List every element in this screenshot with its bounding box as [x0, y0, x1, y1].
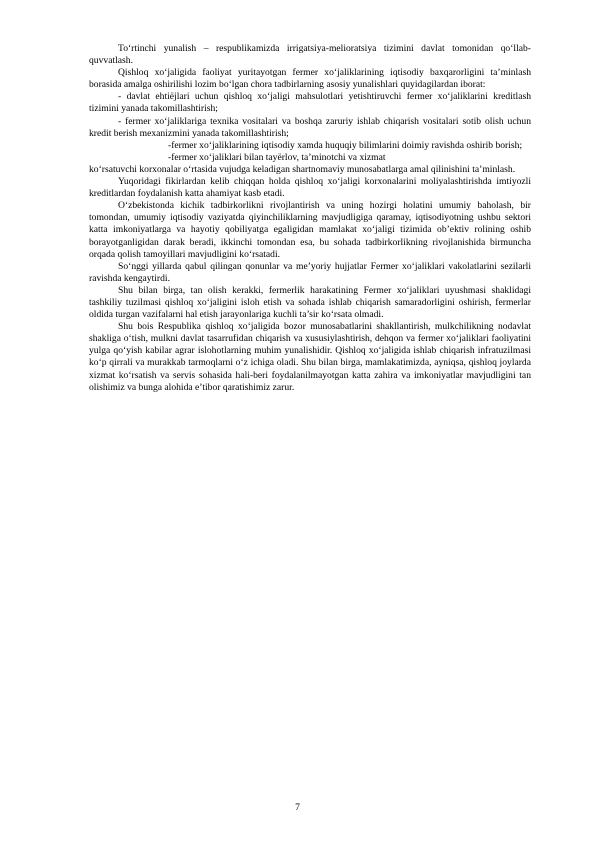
paragraph: ko‘rsatuvchi korxonalar o‘rtasida vujudga keladigan shartnomaviy munosabatlarga amal qilinishini ta’minlash.	[89, 163, 516, 175]
paragraph: - davlat ehtiёjlari uchun qishloq xo‘jaligi mahsulotlari yetishtiruvchi fermer xo‘jaliklarini kreditlash tizimini yanada takomillashtirish;	[89, 91, 531, 115]
paragraph: So‘nggi yillarda qabul qilingan qonunlar va me’yoriy hujjatlar Fermer xo‘jaliklari vakolatlarini sezilarli ravishda kengaytirdi.	[89, 260, 531, 284]
paragraph: Shu bilan birga, tan olish kerakki, fermerlik harakatining Fermer xo‘jaliklari uyushmasi shaklidagi tashkiliy tuzilmasi qishloq xo‘jaligini isloh etish va sohada ishlab chiqarish samaradorligini oshirish, fermerlar oldida turgan vazifalarni hal etish jarayonlariga kuchli ta’sir ko‘rsata olmadi.	[89, 284, 531, 321]
paragraph: - fermer xo‘jaliklariga texnika vositalari va boshqa zaruriy ishlab chiqarish vositalari sotib olish uchun kredit berish mexanizmini yanada takomillashtirish;	[89, 115, 531, 139]
paragraph: Yuqoridagi fikirlardan kelib chiqqan holda qishloq xo‘jaligi korxonalarini moliyalashtirishda imtiyozli kreditlardan foydalanish katta ahamiyat kasb etadi.	[89, 176, 531, 200]
paragraph: -fermer xo‘jaliklarining iqtisodiy xamda huquqiy bilimlarini doimiy ravishda oshirib borish;	[168, 139, 523, 151]
paragraph: To‘rtinchi yunalish – respublikamizda irrigatsiya-melioratsiya tizimini davlat tomonidan qo‘llab-quvvatlash.	[89, 43, 531, 67]
paragraph: O‘zbekistonda kichik tadbirkorlikni rivojlantirish va uning hozirgi holatini umumiy baholash, bir tomondan, umumiy iqtisodiy vaziyatda qiyinchiliklarning mavjudligiga qaramay, iqtisodiyotning ushbu sektori katta imkoniyatlarga va hayotiy qobiliyatga egaligidan mamlakat xo‘jaligi tizimida ob’ektiv rolining oshib borayotganligidan darak beradi, ikkinchi tomondan esa, bu sohada tadbirkorlikning rivojlanishida birmuncha orqada qolish tamoyillari mavjudligini ko‘rsatadi.	[89, 200, 531, 260]
page-number: 7	[295, 802, 300, 813]
paragraph: -fermer xo‘jaliklari bilan tayёrlov, ta’minotchi va xizmat	[168, 151, 386, 163]
document-body	[89, 43, 531, 394]
paragraph: Shu bois Respublika qishloq xo‘jaligida bozor munosabatlarini shakllantirish, mulkchilikning nodavlat shakliga o‘tish, mulkni davlat tasarrufidan chiqarish va xususiylashtirish, dehqon va fermer xo‘jaliklari faoliyatini yulga qo‘yish kabilar agrar islohotlarning muhim yunalishidir. Qishloq xo‘jaligida ishlab chiqarish infratuzilmasi ko‘p qirrali va murakkab tarmoqlarni o‘z ichiga oladi. Shu bilan birga, mamlakatimizda, ayniqsa, qishloq joylarda xizmat ko‘rsatish va servis sohasida hali-beri foydalanilmayotgan katta zahira va imkoniyatlar mavjudligini tan olishimiz va bunga alohida e’tibor qaratishimiz zarur.	[89, 321, 531, 393]
paragraph: Qishloq xo‘jaligida faoliyat yuritayotgan fermer xo‘jaliklarining iqtisodiy baxqarorligini ta’minlash borasida amalga oshirilishi lozim bo‘lgan chora tadbirlarning asosiy yunalishlari quyidagilardan iborat:	[89, 67, 531, 91]
